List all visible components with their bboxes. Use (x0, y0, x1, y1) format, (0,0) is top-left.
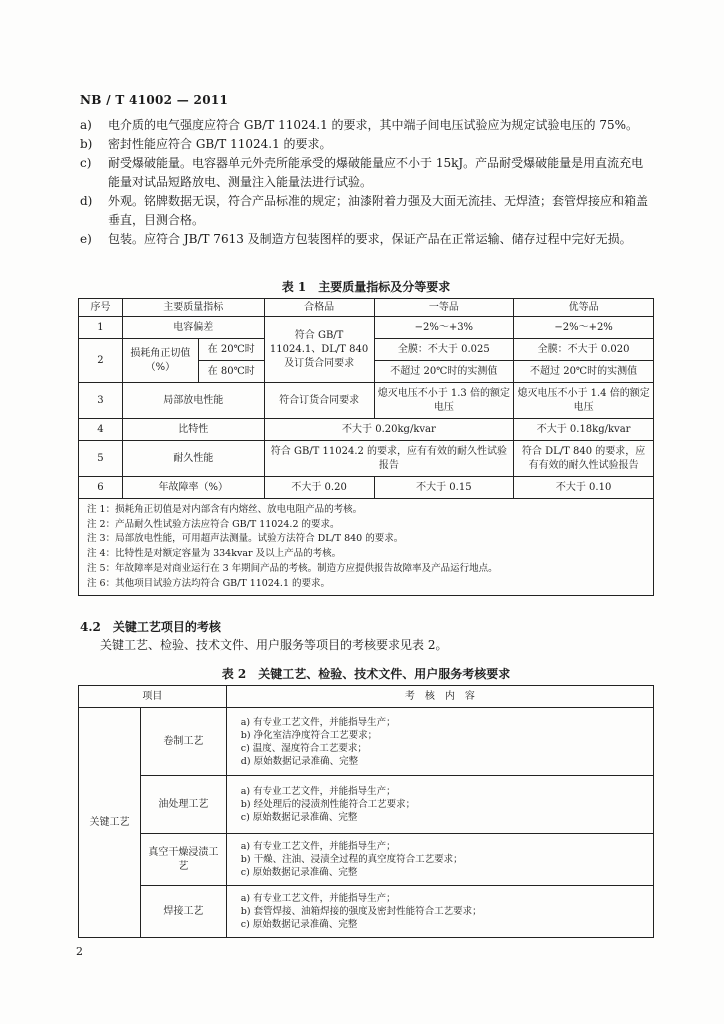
cell-qualified-first: 符合 GB/T 11024.2 的要求，应有有效的耐久性试验报告 (264, 441, 514, 477)
item-label: d) (80, 194, 93, 208)
cell-requirements (226, 776, 653, 834)
list-item (80, 135, 652, 154)
document-code: NB / T 41002 — 2011 (80, 93, 229, 107)
requirement-line: c) 原始数据记录准确、完整 (240, 919, 358, 930)
cell-superior: 符合 DL/T 840 的要求，应有有效的耐久性试验报告 (514, 441, 654, 477)
item-label: b) (80, 137, 93, 151)
cell-superior: 熄灭电压不小于 1.4 倍的额定电压 (514, 383, 654, 419)
process-table (78, 685, 654, 938)
cell-superior: −2%～+2% (514, 317, 654, 339)
cell-process-name: 卷制工艺 (140, 708, 226, 776)
quality-table (78, 298, 654, 596)
table-header-row (79, 686, 654, 708)
requirement-line: c) 温度、湿度符合工艺要求； (240, 742, 367, 754)
table-header: 主要质量指标 (122, 299, 264, 317)
table-header: 优等品 (514, 299, 654, 317)
cell-indicator: 电容偏差 (122, 317, 264, 339)
requirement-line: d) 原始数据记录准确、完整 (240, 755, 359, 767)
list-item (80, 116, 652, 135)
cell-condition: 在 80℃时 (198, 361, 264, 383)
notes-cell (79, 499, 654, 596)
note-line: 注 6：其他项目试验方法均符合 GB/T 11024.1 的要求。 (87, 577, 331, 589)
table-row (79, 419, 654, 441)
item-text: 电介质的电气强度应符合 GB/T 11024.1 的要求，其中端子间电压试验应为规定试验电压的 75%。 (108, 118, 639, 132)
requirements-list (80, 116, 652, 249)
cell-superior: 不大于 0.18kg/kvar (514, 419, 654, 441)
cell-process-name: 真空干燥浸渍工艺 (140, 834, 226, 886)
cell-first: 不大于 0.15 (374, 477, 514, 499)
table-row (79, 441, 654, 477)
cell-no: 6 (79, 477, 123, 499)
table1-caption: 表 1 主要质量指标及分等要求 (281, 280, 451, 294)
section-body: 关键工艺、检验、技术文件、用户服务等项目的考核要求见表 2。 (100, 638, 448, 652)
cell-no: 2 (79, 339, 123, 383)
item-label: c) (80, 156, 92, 170)
list-item (80, 192, 652, 230)
page-number: 2 (76, 945, 83, 958)
requirement-line: b) 套管焊接、油箱焊接的强度及密封性能符合工艺要求； (240, 906, 482, 917)
cell-no: 1 (79, 317, 123, 339)
table-header: 考 核 内 容 (226, 686, 653, 708)
table-row (79, 383, 654, 419)
requirement-line: c) 原始数据记录准确、完整 (240, 867, 358, 878)
cell-first: 熄灭电压不小于 1.3 倍的额定电压 (374, 383, 514, 419)
note-line: 注 3：局部放电性能，可用超声法测量。试验方法符合 DL/T 840 的要求。 (87, 533, 404, 545)
table-row (79, 886, 654, 938)
requirement-line: b) 净化室洁净度符合工艺要求； (240, 729, 378, 741)
cell-qualified: 不大于 0.20 (264, 477, 374, 499)
table-row (79, 776, 654, 834)
table-header-row (79, 299, 654, 317)
cell-indicator: 局部放电性能 (122, 383, 264, 419)
cell-indicator: 年故障率（%） (122, 477, 264, 499)
cell-first: 不超过 20℃时的实测值 (374, 361, 514, 383)
table-header: 一等品 (374, 299, 514, 317)
item-label: a) (80, 118, 92, 132)
requirement-line: a) 有专业工艺文件，并能指导生产； (240, 841, 396, 852)
requirement-line: a) 有专业工艺文件，并能指导生产； (240, 716, 396, 728)
cell-group: 关键工艺 (79, 708, 141, 938)
note-line: 注 5：年故障率是对商业运行在 3 年期间产品的考核。制造方应提供报告故障率及产品运行地点。 (87, 562, 498, 574)
table-row (79, 834, 654, 886)
cell-requirements (226, 834, 653, 886)
cell-requirements (226, 708, 653, 776)
note-line: 注 1：损耗角正切值是对内部含有内熔丝、放电电阻产品的考核。 (87, 504, 363, 515)
cell-qualified: 符合订货合同要求 (264, 383, 374, 419)
list-item (80, 154, 652, 192)
cell-superior: 全膜：不大于 0.020 (514, 339, 654, 361)
table-row (79, 477, 654, 499)
cell-superior: 不超过 20℃时的实测值 (514, 361, 654, 383)
cell-indicator: 比特性 (122, 419, 264, 441)
cell-requirements (226, 886, 653, 938)
requirement-line: a) 有专业工艺文件，并能指导生产； (240, 893, 396, 904)
note-line: 注 4：比特性是对额定容量为 334kvar 及以上产品的考核。 (87, 548, 342, 560)
cell-indicator: 耐久性能 (122, 441, 264, 477)
cell-indicator: 损耗角正切值（%） (122, 339, 198, 383)
cell-first: −2%～+3% (374, 317, 514, 339)
cell-process-name: 油处理工艺 (140, 776, 226, 834)
list-item (80, 230, 652, 249)
cell-first: 全膜：不大于 0.025 (374, 339, 514, 361)
item-text: 密封性能应符合 GB/T 11024.1 的要求。 (108, 137, 332, 151)
cell-no: 3 (79, 383, 123, 419)
table-header: 序号 (79, 299, 123, 317)
table2-caption: 表 2 关键工艺、检验、技术文件、用户服务考核要求 (221, 667, 511, 681)
table-row (79, 708, 654, 776)
cell-process-name: 焊接工艺 (140, 886, 226, 938)
item-text: 耐受爆破能量。电容器单元外壳所能承受的爆破能量应不小于 15kJ。产品耐受爆破能量是用直流充电能量对试品短路放电、测量注入能量法进行试验。 (108, 156, 644, 189)
table-header: 项目 (79, 686, 227, 708)
cell-superior: 不大于 0.10 (514, 477, 654, 499)
requirement-line: b) 经处理后的浸渍剂性能符合工艺要求； (240, 799, 416, 810)
section-heading: 4.2 关键工艺项目的考核 (80, 620, 221, 634)
cell-qualified-first: 不大于 0.20kg/kvar (264, 419, 514, 441)
requirement-line: c) 原始数据记录准确、完整 (240, 812, 358, 823)
cell-no: 4 (79, 419, 123, 441)
requirement-line: b) 干燥、注油、浸渍全过程的真空度符合工艺要求； (240, 854, 463, 865)
notes-row (79, 499, 654, 596)
cell-condition: 在 20℃时 (198, 339, 264, 361)
table-row (79, 317, 654, 339)
requirement-line: a) 有专业工艺文件，并能指导生产； (240, 786, 396, 797)
item-text: 包装。应符合 JB/T 7613 及制造方包装图样的要求，保证产品在正常运输、储存过程中完好无损。 (108, 232, 632, 246)
cell-qualified: 符合 GB/T 11024.1、DL/T 840 及订货合同要求 (264, 317, 374, 383)
item-label: e) (80, 232, 92, 246)
cell-no: 5 (79, 441, 123, 477)
table-header: 合格品 (264, 299, 374, 317)
note-line: 注 2：产品耐久性试验方法应符合 GB/T 11024.2 的要求。 (87, 518, 340, 530)
item-text: 外观。铭牌数据无误，符合产品标准的规定；油漆附着力强及大面无流挂、无焊渣；套管焊接应和箱盖垂直，目测合格。 (108, 194, 649, 227)
